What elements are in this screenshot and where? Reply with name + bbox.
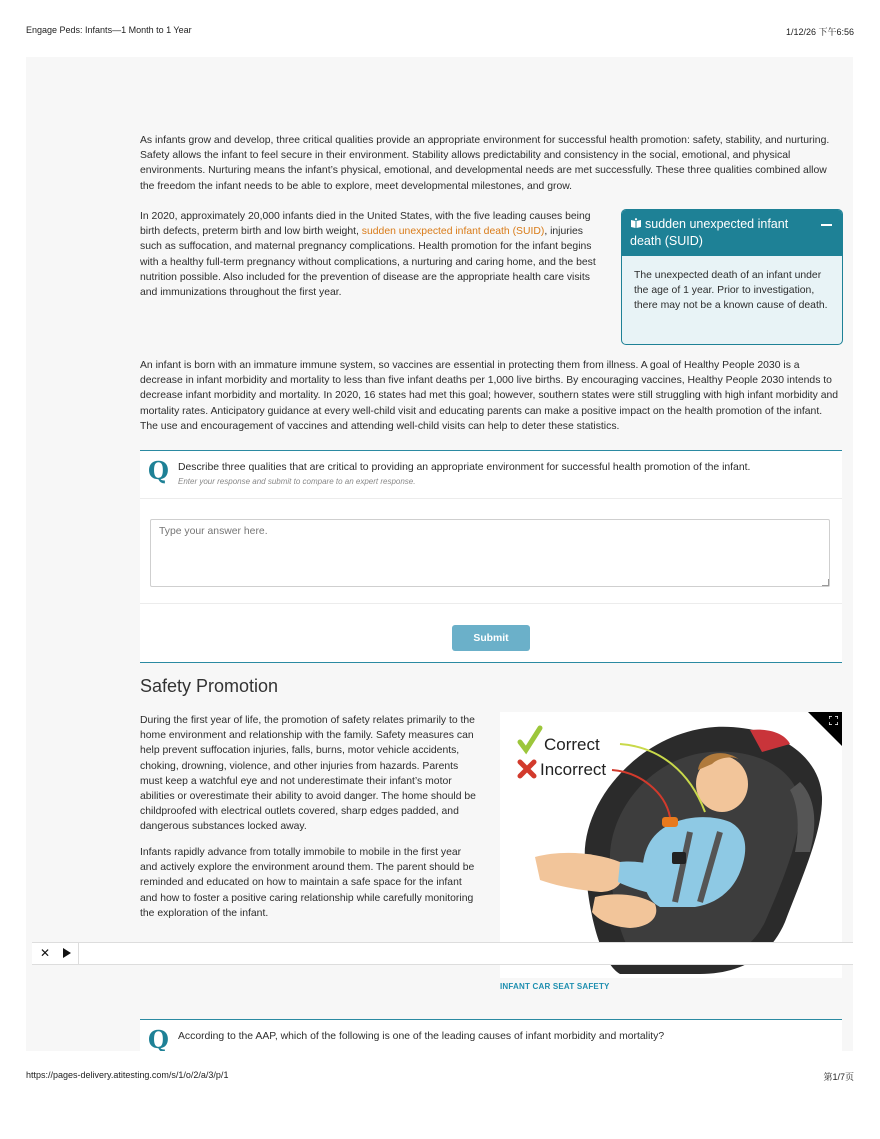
answer-textarea[interactable]: [150, 519, 830, 587]
print-footer: [26, 1070, 854, 1084]
question-hint: Enter your response and submit to compare to an expert response.: [178, 477, 416, 486]
print-header: [26, 25, 854, 39]
definition-body: The unexpected death of an infant under the age of 1 year. Prior to investigation, there may not be a known cause of death.: [634, 270, 828, 312]
question-card-2: [140, 1019, 842, 1051]
resize-handle-icon[interactable]: [822, 579, 829, 586]
print-datetime: 1/12/26 下午6:56: [785, 27, 854, 37]
p2-text-before: In 2020, approximately 20,000 infants died in the United States, with the five leading causes being birth defects, preterm birth and low birth weight,: [140, 211, 591, 238]
chest-clip: [662, 817, 678, 827]
image-caption: INFANT CAR SEAT SAFETY: [500, 982, 610, 991]
check-icon: [520, 728, 540, 750]
car-seat-illustration[interactable]: [500, 712, 842, 978]
question-card-1: [140, 450, 842, 663]
x-icon: [520, 762, 534, 776]
audio-player-bar: [32, 942, 853, 965]
statistics-paragraph: [140, 209, 606, 300]
definition-popup: [621, 209, 843, 345]
intro-paragraph: As infants grow and develop, three critical qualities provide an appropriate environment for successful health promotion: safety, stability, and nurturing. Safety allows the infant to feel secure in their environment. Stability allows predictability and consistency in the social, emotional, and physical environments. Nurturing means the infant’s physical, emotional, and developmental needs are met successfully. These three qualities combined allow the freedom the infant needs to be able to explore, meet developmental milestones, and grow.: [140, 135, 830, 192]
baby-leg-1: [535, 853, 623, 892]
play-icon[interactable]: [59, 946, 73, 960]
submit-button[interactable]: Submit: [452, 625, 530, 651]
question-prompt: According to the AAP, which of the following is one of the leading causes of infant morbidity and mortality?: [178, 1031, 665, 1042]
page-number: 第1/7页: [823, 1072, 854, 1082]
label-incorrect: Incorrect: [540, 760, 607, 779]
page-url: https://pages-delivery.atitesting.com/s/1/o/2/a/3/p/1: [26, 1070, 229, 1080]
divider: [140, 603, 842, 604]
label-correct: Correct: [544, 735, 600, 754]
section-title: Safety Promotion: [140, 676, 279, 696]
immune-paragraph: An infant is born with an immature immune system, so vaccines are essential in protecting them from illness. A goal of Healthy People 2030 is a decrease in infant morbidity and mortality to less than five infant deaths per 1,000 live births. By encouraging vaccines, Healthy People 2030 intends to decrease infant morbidity and mortality. In 2020, 16 states had met this goal; however, southern states were still struggling with high infant morbidity and mortality rates. Anticipatory guidance at every well-child visit and educating parents can make a positive impact on the health promotion of the infant. The use and encouragement of vaccines and attending well-child visits can help to deter these statistics.: [140, 360, 839, 432]
safety-paragraph-2: Infants rapidly advance from totally immobile to mobile in the first year and actively explore the environment around them. The parent should be reminded and educated on how to maintain a safe space for the infant and how to foster a positive caring relationship while carefully monitoring the exploration of the infant.: [140, 847, 475, 919]
close-icon[interactable]: ✕: [39, 946, 51, 960]
car-seat-drawing: [500, 712, 842, 978]
book-icon: [630, 218, 642, 229]
question-prompt: Describe three qualities that are critical to providing an appropriate environment for successful health promotion of the infant.: [178, 462, 751, 473]
safety-paragraph-1: During the first year of life, the promotion of safety relates primarily to the home environment and relationship with the family. Safety measures can help prevent suffocation injuries, falls, burns, motor vehicle accidents, choking, drowning, violence, and other injuries from hazards. Parents must keep a watchful eye and not underestimate their infant’s motor abilities or overestimate their ability to avoid danger. The home should be childproofed with electrical outlets covered, sharp edges padded, and dangerous substances locked away.: [140, 715, 476, 833]
buckle: [672, 852, 686, 864]
player-controls: [32, 943, 79, 964]
question-q-icon: Q: [148, 1025, 169, 1051]
collapse-minus-icon[interactable]: [821, 224, 832, 226]
question-q-icon: Q: [148, 456, 169, 485]
divider: [140, 498, 842, 499]
expand-icon[interactable]: [829, 716, 838, 725]
suid-term-link[interactable]: sudden unexpected infant death (SUID): [361, 226, 545, 238]
page-content-area: [26, 57, 853, 1051]
definition-term: sudden unexpected infant death (SUID): [630, 217, 789, 248]
print-title: Engage Peds: Infants—1 Month to 1 Year: [26, 25, 192, 35]
definition-header: [622, 210, 842, 256]
p2-text-after: , injuries such as suffocation, and maternal pregnancy complications. Health promotion for the infant begins with a healthy full-term pregnancy without complications, a nurturing and caring home, and the best nutrition possible. Also included for the prevention of disease are the appropriate health care visits and immunizations throughout the first year.: [140, 226, 596, 299]
